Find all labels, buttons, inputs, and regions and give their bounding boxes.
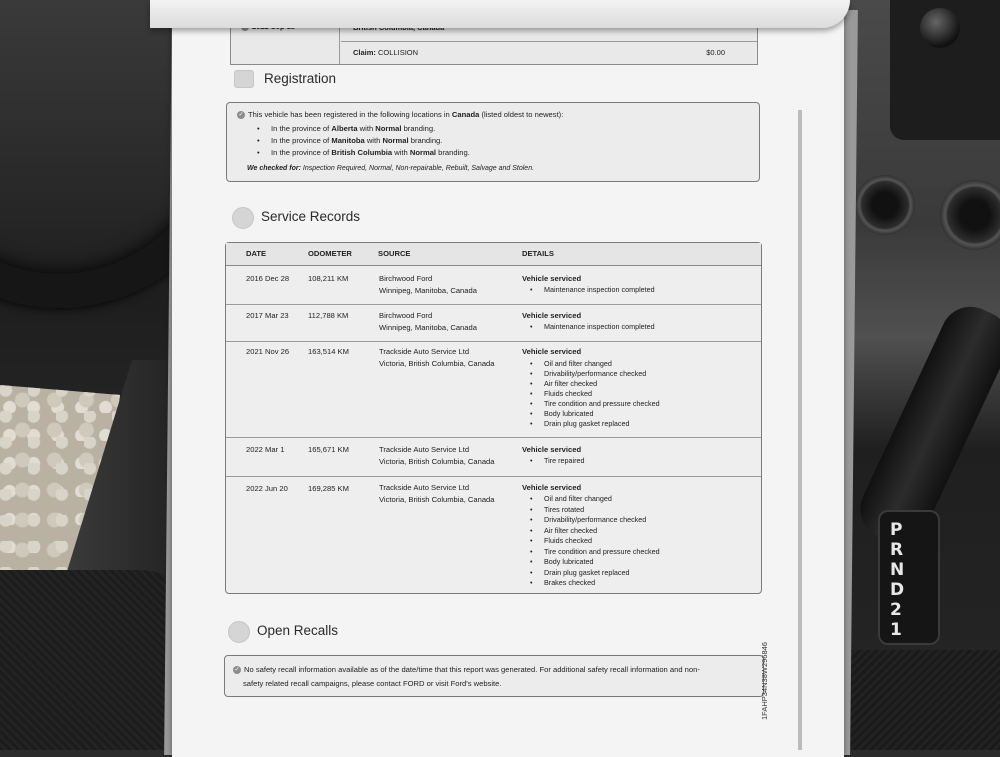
row-source-name: Birchwood Ford bbox=[379, 274, 433, 283]
service-icon bbox=[232, 207, 254, 229]
air-vent bbox=[855, 175, 915, 235]
checked-for-line bbox=[247, 165, 534, 172]
registration-line: • In the province of British Columbia with Normal branding. bbox=[257, 148, 470, 157]
gear-label: 2 bbox=[890, 600, 902, 620]
line-text: In the province of bbox=[271, 148, 332, 157]
table-row bbox=[226, 341, 761, 438]
row-source-name: Trackside Auto Service Ltd bbox=[379, 347, 470, 356]
row-source-location: Victoria, British Columbia, Canada bbox=[379, 495, 495, 504]
detail-item: • Tire repaired bbox=[522, 456, 584, 466]
open-recalls-title: Open Recalls bbox=[257, 623, 339, 638]
row-odometer: 112,788 KM bbox=[308, 311, 349, 320]
detail-item: • Fluids checked bbox=[522, 536, 592, 546]
line-text: with bbox=[364, 136, 383, 145]
row-detail-title: Vehicle serviced bbox=[522, 483, 582, 492]
gear-label: D bbox=[890, 580, 905, 600]
intro-suffix: (listed oldest to newest): bbox=[479, 110, 564, 119]
intro-prefix: This vehicle has been registered in the following locations in bbox=[248, 110, 452, 119]
detail-item: • Air filter checked bbox=[522, 379, 597, 389]
registration-title: Registration bbox=[264, 71, 337, 86]
column-header-details: DETAILS bbox=[522, 249, 554, 258]
gear-label: N bbox=[890, 560, 905, 580]
registration-line: • In the province of Alberta with Normal branding. bbox=[257, 124, 436, 133]
column-header-date: DATE bbox=[246, 249, 267, 258]
row-date: 2021 Nov 26 bbox=[246, 347, 290, 356]
detail-item: • Drain plug gasket replaced bbox=[522, 419, 630, 429]
checked-label: We checked for: bbox=[247, 165, 301, 172]
detail-item: • Maintenance inspection completed bbox=[522, 285, 655, 295]
row-source-location: Winnipeg, Manitoba, Canada bbox=[379, 286, 477, 295]
check-icon: ✓ bbox=[238, 112, 244, 118]
branding: Normal bbox=[382, 136, 409, 145]
row-date: 2017 Mar 23 bbox=[246, 311, 289, 320]
detail-item: • Maintenance inspection completed bbox=[522, 322, 655, 332]
recall-icon bbox=[228, 621, 250, 643]
detail-item: • Drivability/performance checked bbox=[522, 369, 646, 379]
row-source-name: Birchwood Ford bbox=[379, 311, 433, 320]
table-row bbox=[341, 41, 757, 64]
line-text: In the province of bbox=[271, 136, 332, 145]
row-date: 2016 Dec 28 bbox=[246, 274, 290, 283]
claim-type: COLLISION bbox=[378, 48, 419, 57]
row-odometer: 165,671 KM bbox=[308, 445, 349, 454]
branding: Normal bbox=[409, 148, 437, 157]
service-records-table bbox=[225, 242, 762, 594]
recall-line-1 bbox=[233, 665, 700, 674]
gear-indicator-plate bbox=[878, 510, 940, 645]
column-header-source: SOURCE bbox=[378, 249, 411, 258]
column-header-odometer: ODOMETER bbox=[308, 249, 352, 258]
registration-box bbox=[226, 102, 760, 182]
checked-items: Inspection Required, Normal, Non-repairable, Rebuilt, Salvage and Stolen. bbox=[302, 165, 535, 172]
claim-amount: $0.00 bbox=[706, 48, 725, 57]
detail-item: • Drivability/performance checked bbox=[522, 515, 646, 525]
table-row bbox=[226, 266, 761, 305]
registration-line: • In the province of Manitoba with Normal branding. bbox=[257, 136, 443, 145]
page-edge bbox=[798, 110, 802, 750]
branding: Normal bbox=[375, 124, 402, 133]
line-text: branding. bbox=[436, 148, 470, 157]
check-icon: ✓ bbox=[234, 667, 240, 673]
row-odometer: 108,211 KM bbox=[308, 274, 349, 283]
line-text: In the province of bbox=[271, 124, 332, 133]
registration-icon bbox=[234, 70, 254, 88]
row-source-name: Trackside Auto Service Ltd bbox=[379, 483, 470, 492]
row-source-location: Winnipeg, Manitoba, Canada bbox=[379, 323, 477, 332]
line-text: with bbox=[392, 148, 410, 157]
row-odometer: 169,285 KM bbox=[308, 484, 349, 493]
line-text: branding. bbox=[401, 124, 436, 133]
table-row bbox=[226, 476, 761, 592]
recall-line-2: safety related recall campaigns, please contact FORD or visit Ford's website. bbox=[243, 679, 502, 688]
row-source-location: Victoria, British Columbia, Canada bbox=[379, 457, 495, 466]
recall-text: No safety recall information available as of the date/time that this report was generated. For additional safety recall information and non- bbox=[244, 665, 700, 674]
detail-item: • Air filter checked bbox=[522, 526, 597, 536]
table-header bbox=[226, 243, 761, 266]
passenger-seat bbox=[840, 650, 1000, 750]
gear-label: P bbox=[890, 520, 903, 540]
claim-label: Claim: bbox=[353, 48, 376, 57]
province: British Columbia bbox=[331, 148, 393, 157]
row-date: 2022 Mar 1 bbox=[246, 445, 285, 454]
table-row bbox=[226, 304, 761, 342]
detail-item: • Body lubricated bbox=[522, 557, 594, 567]
vin-number: 1FAHP34N38W296846 bbox=[760, 642, 769, 720]
detail-item: • Drain plug gasket replaced bbox=[522, 568, 630, 578]
service-records-title: Service Records bbox=[261, 209, 361, 224]
detail-item: • Body lubricated bbox=[522, 409, 594, 419]
registration-intro bbox=[237, 110, 563, 119]
line-text: branding. bbox=[408, 136, 443, 145]
row-detail-title: Vehicle serviced bbox=[522, 347, 582, 356]
previous-page-curl bbox=[150, 0, 850, 28]
detail-item: • Oil and filter changed bbox=[522, 359, 612, 369]
row-date: 2022 Jun 20 bbox=[246, 484, 288, 493]
detail-item: • Fluids checked bbox=[522, 389, 592, 399]
detail-item: • Tire condition and pressure checked bbox=[522, 399, 660, 409]
radio-knob bbox=[920, 8, 960, 48]
row-odometer: 163,514 KM bbox=[308, 347, 349, 356]
row-detail-title: Vehicle serviced bbox=[522, 445, 582, 454]
gear-label: R bbox=[890, 540, 904, 560]
detail-item: • Tire condition and pressure checked bbox=[522, 547, 660, 557]
claim-label-cell bbox=[353, 48, 418, 57]
row-detail-title: Vehicle serviced bbox=[522, 311, 582, 320]
row-source-name: Trackside Auto Service Ltd bbox=[379, 445, 470, 454]
province: Alberta bbox=[331, 124, 358, 133]
detail-item: • Oil and filter changed bbox=[522, 494, 612, 504]
province: Manitoba bbox=[331, 136, 365, 145]
detail-item: • Brakes checked bbox=[522, 578, 595, 588]
intro-country: Canada bbox=[451, 110, 480, 119]
table-row bbox=[226, 437, 761, 477]
radio-panel bbox=[890, 0, 1000, 140]
recalls-box bbox=[224, 655, 764, 697]
detail-item: • Tires rotated bbox=[522, 505, 584, 515]
row-source-location: Victoria, British Columbia, Canada bbox=[379, 359, 495, 368]
gear-label: 1 bbox=[890, 620, 902, 640]
row-detail-title: Vehicle serviced bbox=[522, 274, 582, 283]
line-text: with bbox=[357, 124, 376, 133]
